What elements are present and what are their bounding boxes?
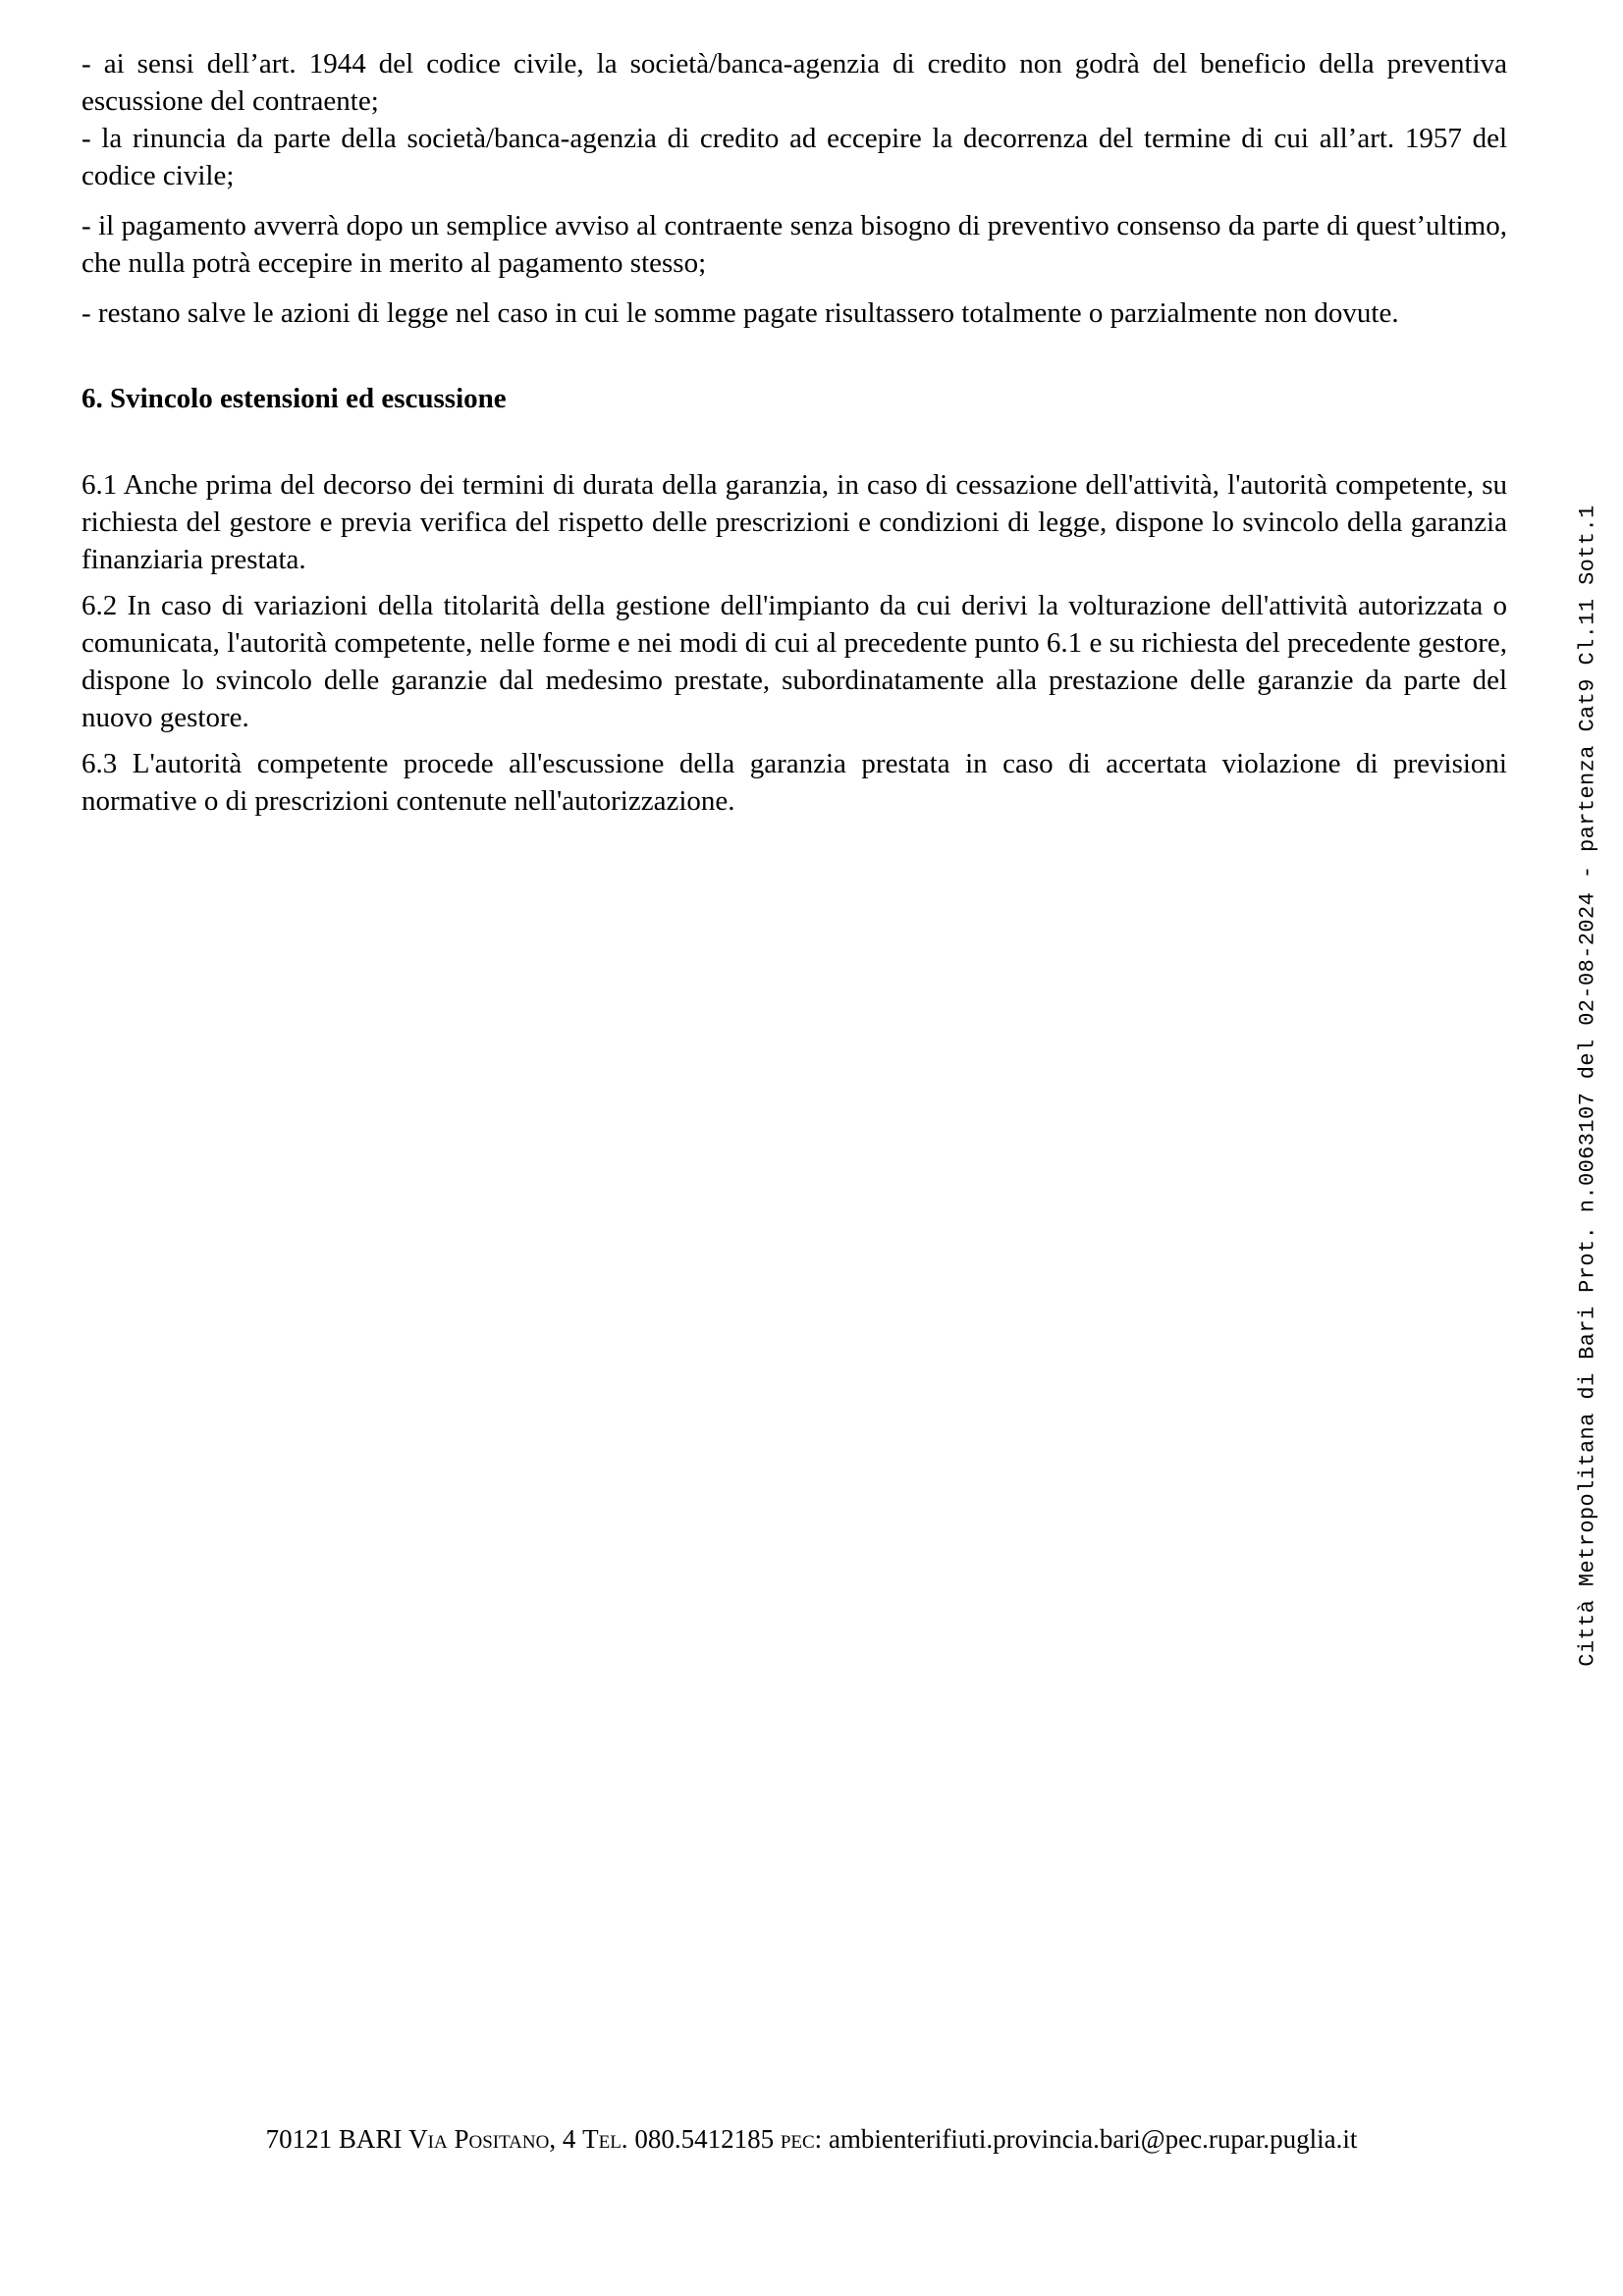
footer-street: Via Positano [408,2124,550,2154]
section-heading: 6. Svincolo estensioni ed escussione [81,383,507,414]
footer-tel-number: 080.5412185 [627,2124,781,2154]
footer-street-number: , 4 [549,2124,583,2154]
clause-paragraph-6-3: 6.3 L'autorità competente procede all'escussione della garanzia prestata in caso di accertata violazione di previsioni normative o di prescrizioni contenute nell'autorizzazione. [81,748,1507,817]
page-footer [0,2122,1623,2156]
footer-pec-label: pec: [780,2124,823,2154]
clause-paragraph-6-1: 6.1 Anche prima del decorso dei termini di durata della garanzia, in caso di cessazione dell'attività, l'autorità competente, su richiesta del gestore e previa verifica del rispetto delle prescrizioni e condizioni di legge, dispone lo svincolo della garanzia finanziaria prestata. [81,469,1507,575]
footer-tel-label: Tel. [582,2124,628,2154]
document-body [81,45,1507,820]
bullet-paragraph-1: - ai sensi dell’art. 1944 del codice civile, la società/banca-agenzia di credito non godrà del beneficio della preventiva escussione del contraente; [81,48,1507,117]
footer-pec-email: ambienterifiuti.provincia.bari@pec.rupar.puglia.it [822,2124,1358,2154]
bullet-paragraph-2: - la rinuncia da parte della società/banca-agenzia di credito ad eccepire la decorrenza del termine di cui all’art. 1957 del codice civile; [81,123,1507,191]
protocol-stamp-vertical: Città Metropolitana di Bari Prot. n.0063107 del 02-08-2024 - partenza Cat9 Cl.11 Sott.1 [1575,505,1600,1667]
clause-paragraph-6-2: 6.2 In caso di variazioni della titolarità della gestione dell'impianto da cui derivi la volturazione dell'attività autorizzata o comunicata, l'autorità competente, nelle forme e nei modi di cui al precedente punto 6.1 e su richiesta del precedente gestore, dispone lo svincolo delle garanzie dal medesimo prestate, subordinatamente alla prestazione delle garanzie da parte del nuovo gestore. [81,590,1507,733]
bullet-paragraph-3: - il pagamento avverrà dopo un semplice avviso al contraente senza bisogno di preventivo consenso da parte di quest’ultimo, che nulla potrà eccepire in merito al pagamento stesso; [81,210,1507,279]
bullet-paragraph-4: - restano salve le azioni di legge nel caso in cui le somme pagate risultassero totalmente o parzialmente non dovute. [81,297,1399,329]
footer-zip-city: 70121 BARI [265,2124,409,2154]
